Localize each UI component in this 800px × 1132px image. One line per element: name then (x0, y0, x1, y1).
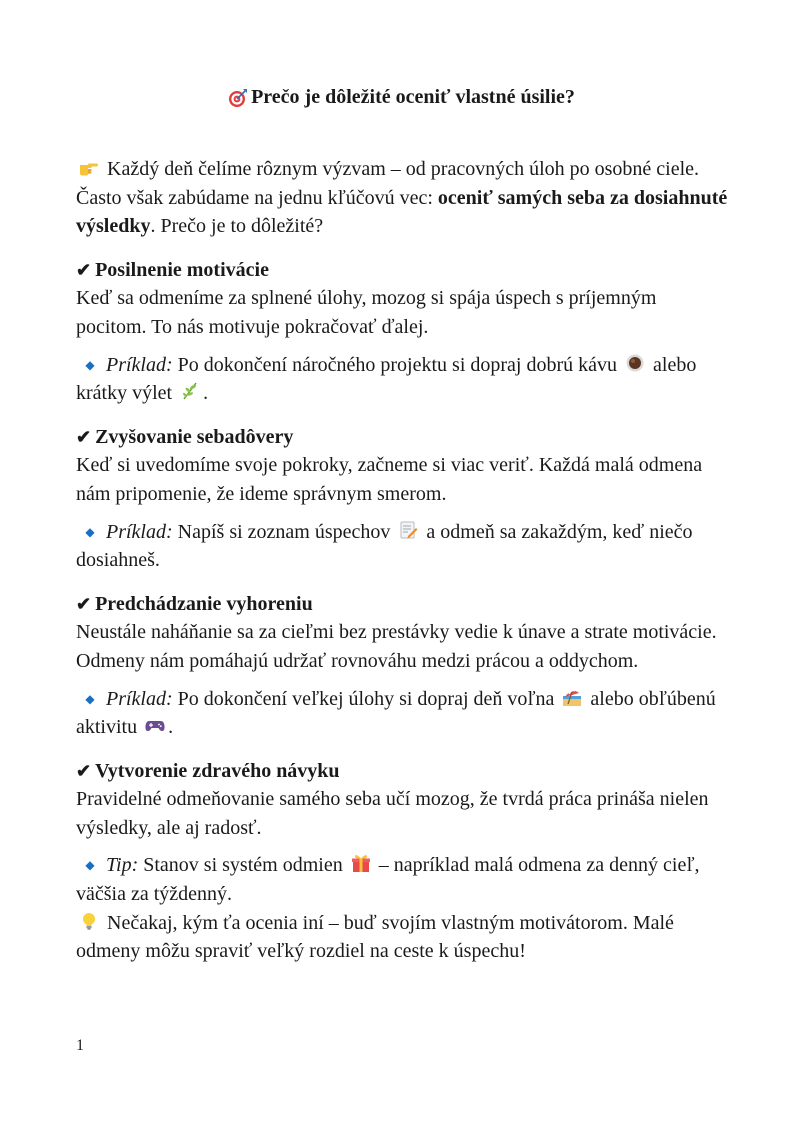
section-example: ◆ Príklad: Napíš si zoznam úspechov a odmeň sa zakaždým, keď niečo dosiahneš. (76, 518, 728, 575)
closing-paragraph: Nečakaj, kým ťa ocenia iní – buď svojím vlastným motivátorom. Malé odmeny môžu spraviť veľký rozdiel na ceste k úspechu! (76, 911, 674, 963)
section-self-confidence (76, 423, 728, 575)
document-body (76, 155, 728, 966)
intro-paragraph (76, 155, 728, 241)
section-heading: ✔ Predchádzanie vyhoreniu (76, 592, 313, 615)
gift-icon (350, 853, 372, 873)
gamepad-icon (144, 715, 166, 735)
section-text: Neustále naháňanie sa za cieľmi bez prestávky vedie k únave a strate motivácie. Odmeny nám pomáhajú udržať rovnováhu medzi prácou a oddychom. (76, 621, 717, 672)
lightbulb-icon (78, 911, 100, 931)
section-tip: ◆ Tip: Stanov si systém odmien – napríklad malá odmena za denný cieľ, väčšia za týždenný. (76, 851, 728, 908)
example-label: Príklad: (106, 687, 173, 710)
tip-label: Tip: (106, 854, 139, 877)
section-example: ◆ Príklad: Po dokončení náročného projektu si dopraj dobrú kávu alebo krátky výlet . (76, 351, 728, 408)
herb-icon (179, 381, 201, 401)
intro-text-2: . Prečo je to dôležité? (150, 215, 324, 238)
section-heading: ✔ Zvyšovanie sebadôvery (76, 425, 294, 448)
diamond-bullet-icon: ◆ (85, 691, 95, 706)
section-example: ◆ Príklad: Po dokončení veľkej úlohy si dopraj deň voľna alebo obľúbenú aktivitu . (76, 685, 728, 742)
beach-icon (561, 687, 583, 707)
page-number: 1 (76, 1037, 84, 1054)
example-label: Príklad: (106, 353, 173, 376)
target-icon (227, 88, 249, 108)
section-heading: ✔ Posilnenie motivácie (76, 258, 269, 281)
section-burnout-prevention (76, 590, 728, 742)
title-text: Prečo je dôležité oceniť vlastné úsilie? (251, 86, 575, 108)
pointing-hand-icon (78, 157, 100, 177)
diamond-bullet-icon: ◆ (85, 858, 95, 873)
memo-icon (397, 520, 419, 540)
section-heading: ✔ Vytvorenie zdravého návyku (76, 759, 340, 782)
section-text: Keď sa odmeníme za splnené úlohy, mozog si spája úspech s príjemným pocitom. To nás motivuje pokračovať ďalej. (76, 287, 657, 338)
section-healthy-habit (76, 757, 728, 966)
example-label: Príklad: (106, 520, 173, 543)
coffee-icon (624, 353, 646, 373)
section-text: Keď si uvedomíme svoje pokroky, začneme si viac veriť. Každá malá odmena nám pripomenie, že ideme správnym smerom. (76, 454, 703, 505)
checkmark-icon: ✔ (76, 259, 92, 280)
intro-bold: oceniť samých seba za dosiahnuté výsledky (76, 186, 728, 238)
intro-text-1: Každý deň čelíme rôznym výzvam – od pracovných úloh po osobné ciele. Často však zabúdame na jednu kľúčovú vec: (76, 158, 700, 209)
section-text: Pravidelné odmeňovanie samého seba učí mozog, že tvrdá práca prináša nielen výsledky, ale aj radosť. (76, 788, 709, 839)
checkmark-icon: ✔ (76, 426, 92, 447)
section-motivation (76, 256, 728, 408)
diamond-bullet-icon: ◆ (85, 357, 95, 372)
page-title (0, 86, 800, 109)
diamond-bullet-icon: ◆ (85, 524, 95, 539)
checkmark-icon: ✔ (76, 593, 92, 614)
checkmark-icon: ✔ (76, 760, 92, 781)
